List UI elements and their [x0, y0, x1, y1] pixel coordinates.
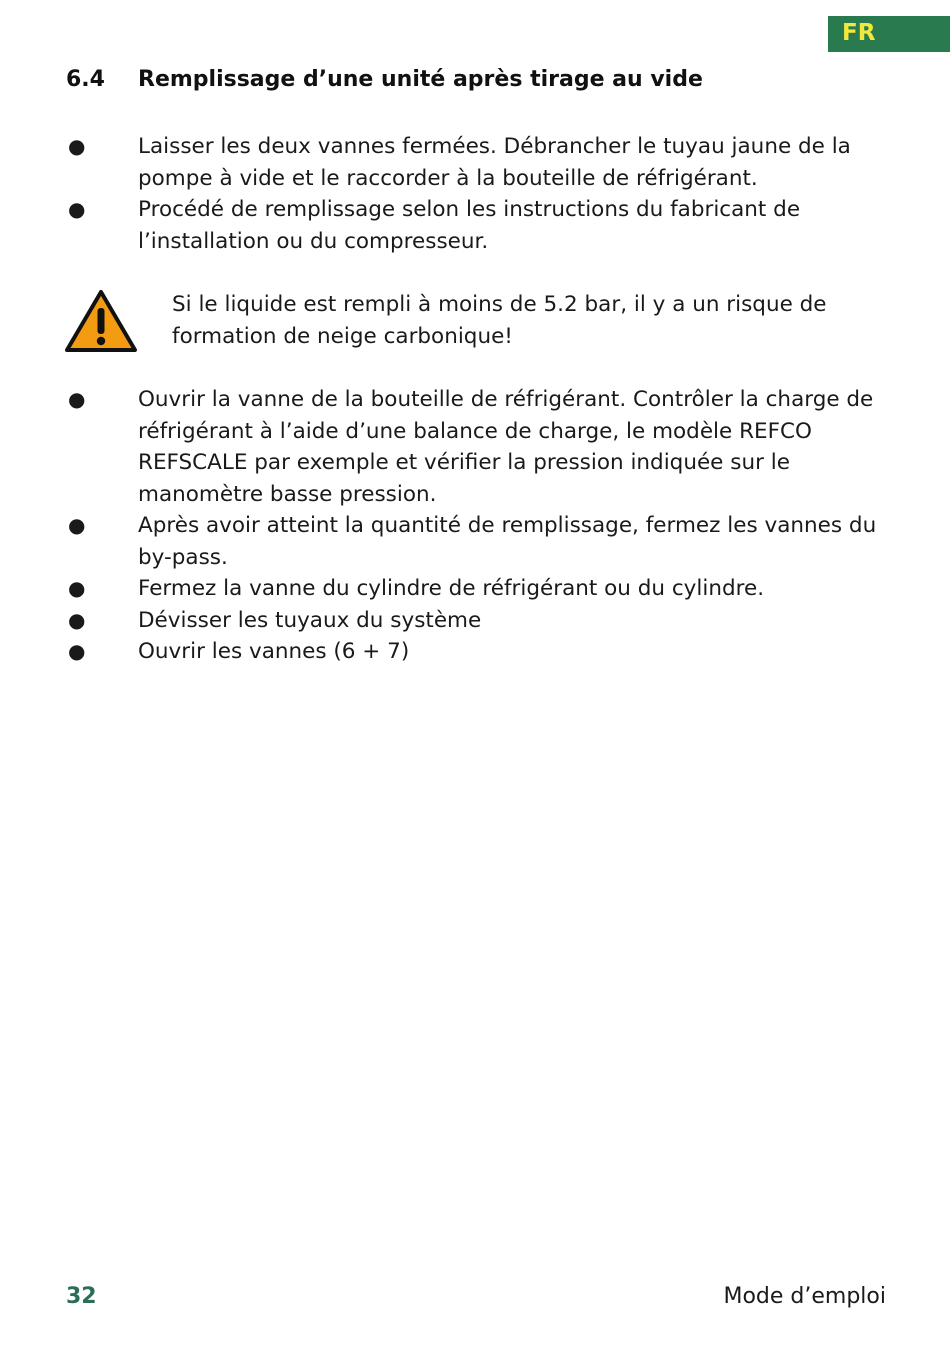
list-item-text: Ouvrir les vannes (6 + 7) [138, 639, 410, 664]
list-item [66, 131, 896, 194]
list-item-text: Procédé de remplissage selon les instructions du fabricant de l’installation ou du compresseur. [138, 197, 801, 254]
page-number: 32 [66, 1284, 97, 1309]
bullet-icon: ● [68, 576, 86, 600]
language-tab [828, 16, 950, 52]
bullet-icon: ● [68, 639, 86, 663]
bullet-icon: ● [68, 607, 86, 632]
bullet-icon: ● [68, 134, 86, 158]
bullet-icon: ● [68, 197, 86, 221]
bullet-icon: ● [68, 387, 86, 411]
section-number: 6.4 [66, 67, 105, 92]
list-item-text: Dévisser les tuyaux du système [138, 607, 482, 633]
warning-triangle-icon [64, 288, 138, 354]
warning-text: Si le liquide est rempli à moins de 5.2 bar, il y a un risque de formation de neige carbonique! [172, 292, 827, 349]
language-label: FR [842, 20, 876, 46]
steps-after-list [66, 384, 896, 668]
list-item [66, 194, 896, 257]
list-item [66, 636, 896, 668]
list-item-text: Laisser les deux vannes fermées. Débrancher le tuyau jaune de la pompe à vide et le raccorder à la bouteille de réfrigérant. [138, 134, 851, 191]
bullet-icon: ● [68, 513, 86, 537]
list-item-text: Ouvrir la vanne de la bouteille de réfrigérant. Contrôler la charge de réfrigérant à l’aide d’une balance de charge, le modèle REFCO REFSCALE par exemple et vérifier la pression indiquée sur le manomètre basse pression. [138, 387, 874, 507]
list-item [66, 605, 896, 637]
list-item [66, 573, 896, 605]
list-item-text: Après avoir atteint la quantité de remplissage, fermez les vannes du by-pass. [138, 513, 877, 570]
section-title: Remplissage d’une unité après tirage au vide [138, 67, 703, 92]
steps-before-list [66, 131, 896, 257]
list-item [66, 384, 896, 510]
list-item [66, 510, 896, 573]
footer-title: Mode d’emploi [723, 1284, 886, 1309]
list-item-text: Fermez la vanne du cylindre de réfrigérant ou du cylindre. [138, 576, 765, 601]
